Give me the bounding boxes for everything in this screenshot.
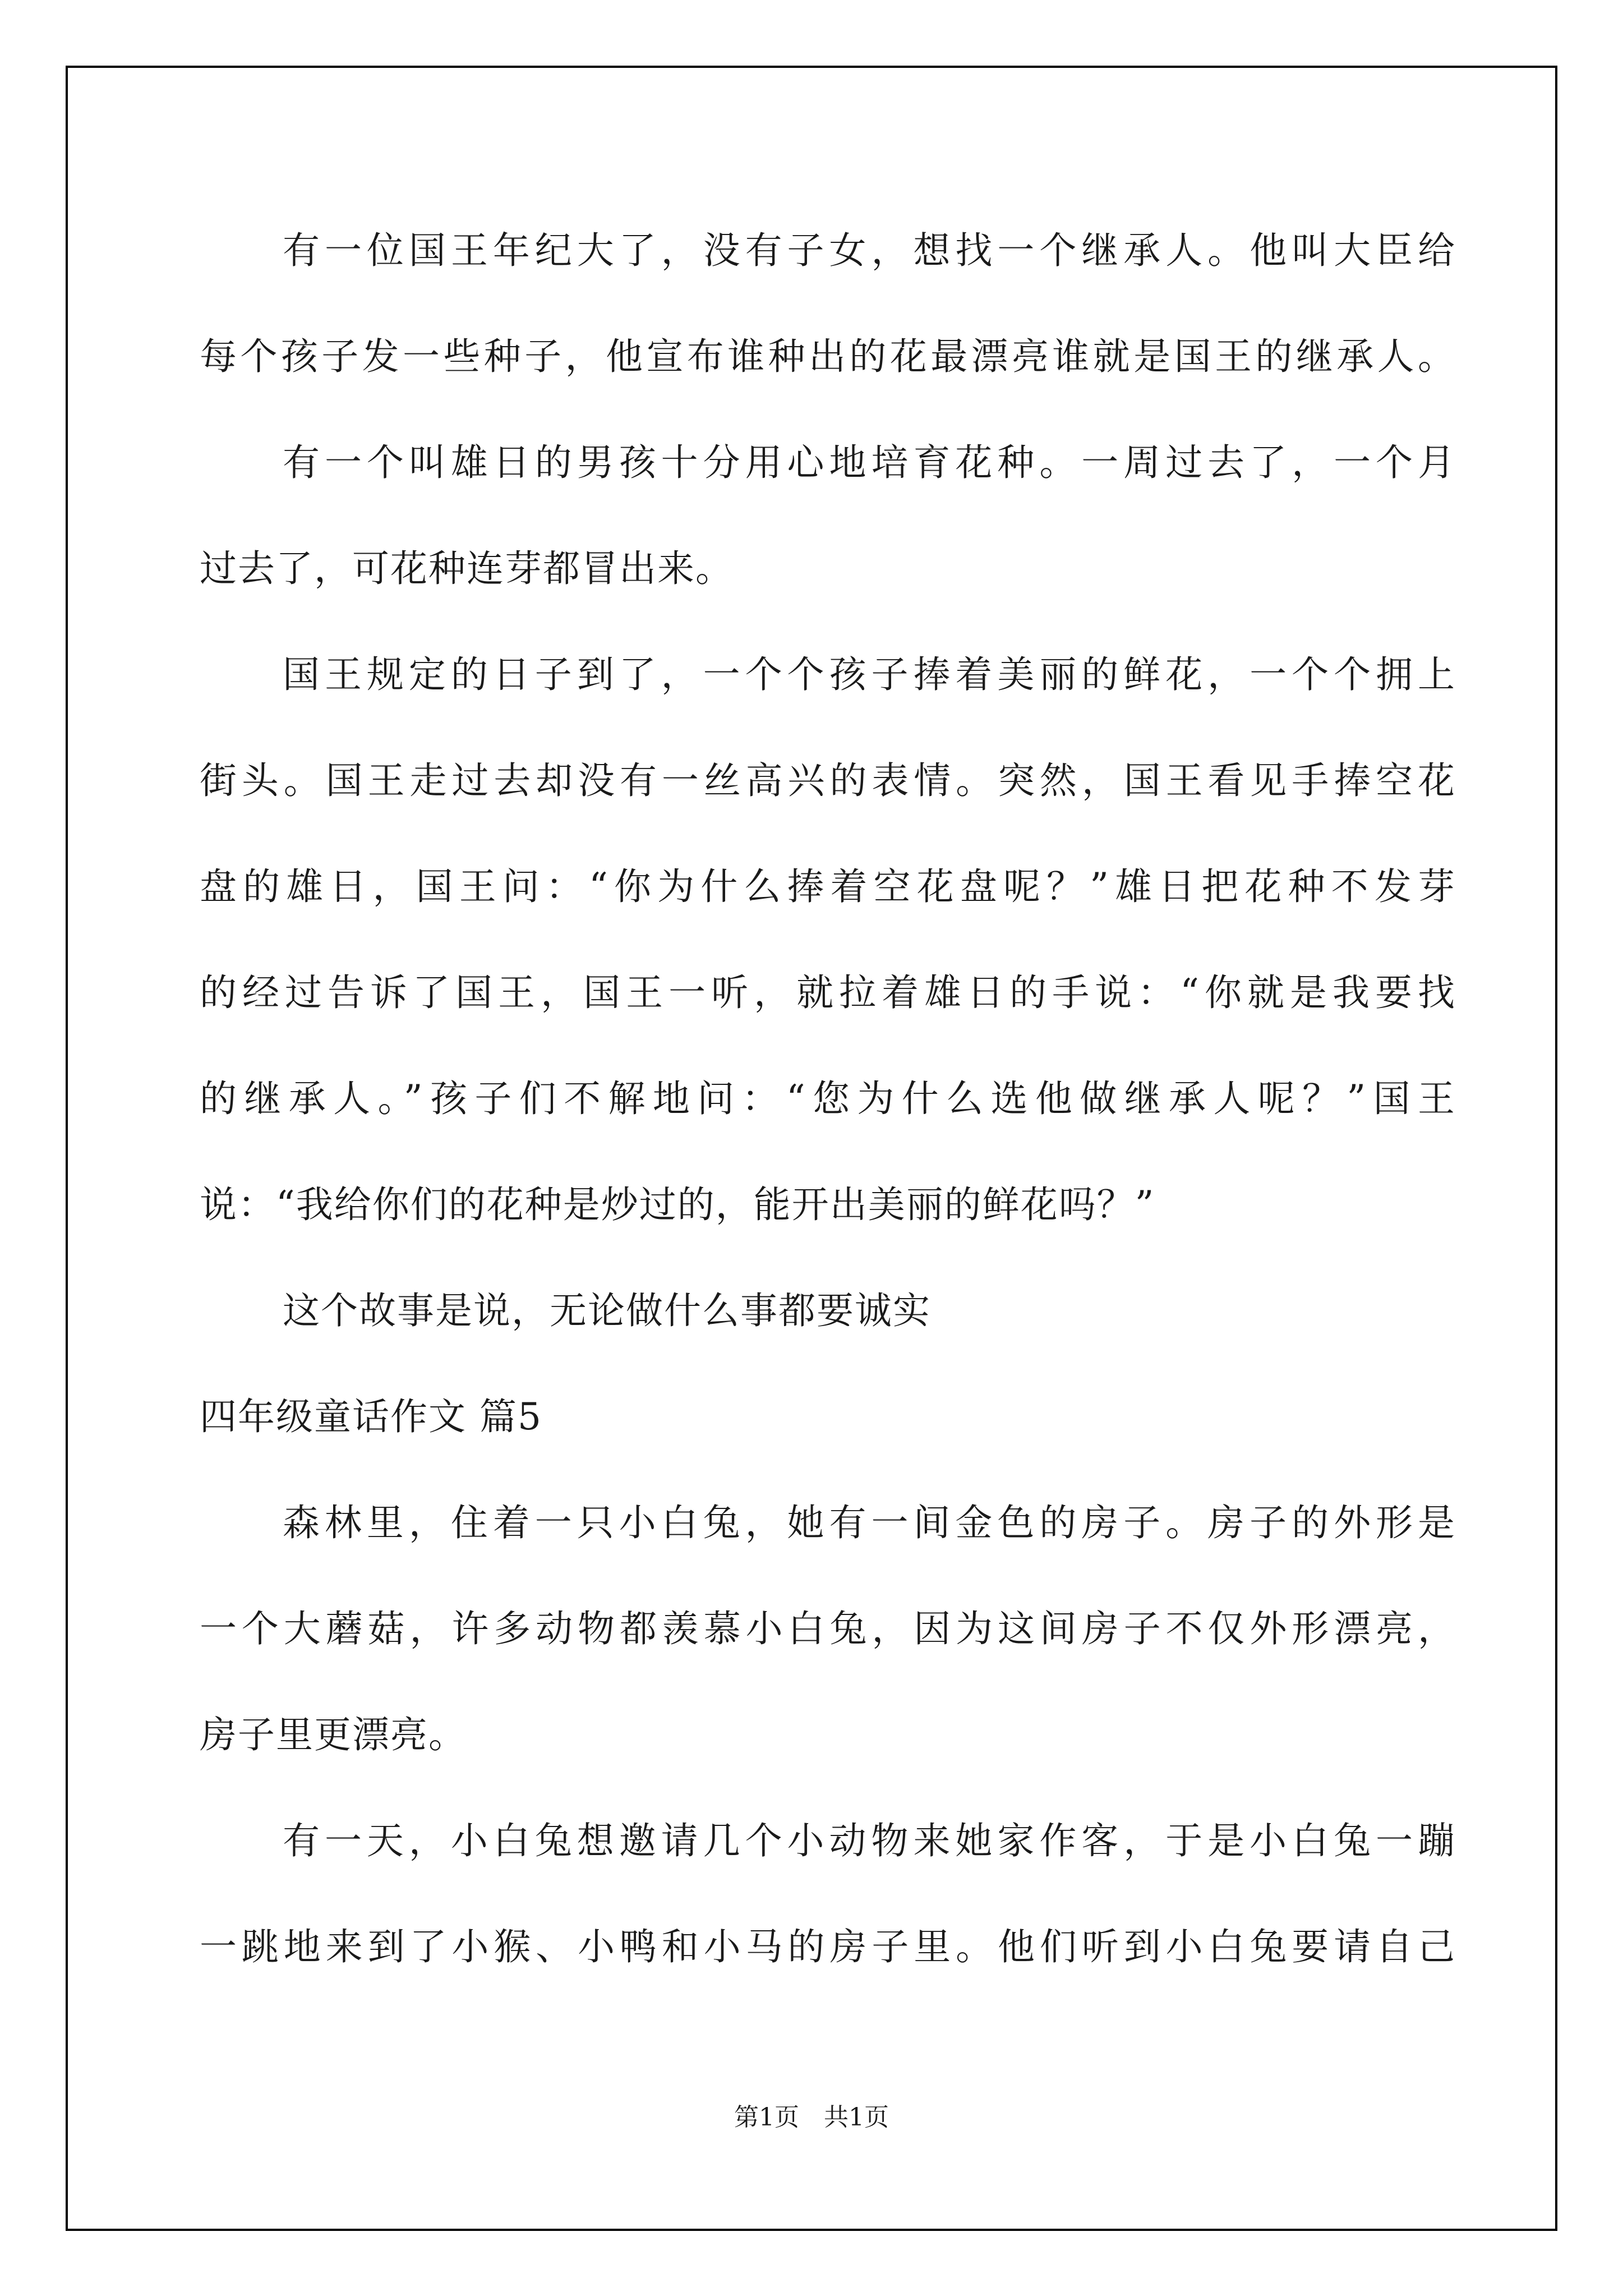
text-line: 每个孩子发一些种子，他宣布谁种出的花最漂亮谁就是国王的继承人。 xyxy=(200,335,1456,378)
text-line: 一个大蘑菇，许多动物都羡慕小白兔，因为这间房子不仅外形漂亮， xyxy=(200,1607,1456,1650)
text-line: 的经过告诉了国王，国王一听，就拉着雄日的手说：“你就是我要找 xyxy=(200,971,1456,1014)
text-line: 街头。国王走过去却没有一丝高兴的表情。突然，国王看见手捧空花 xyxy=(200,759,1456,802)
text-line: 过去了，可花种连芽都冒出来。 xyxy=(200,547,734,590)
text-line: 有一位国王年纪大了，没有子女，想找一个继承人。他叫大臣给 xyxy=(283,229,1456,272)
text-line: 盘的雄日，国王问：“你为什么捧着空花盘呢？”雄日把花种不发芽 xyxy=(200,865,1456,908)
page-border xyxy=(66,66,1557,2231)
page-number: 第1页 共1页 xyxy=(734,2103,889,2132)
text-line: 这个故事是说，无论做什么事都要诚实 xyxy=(283,1289,931,1332)
text-line: 有一个叫雄日的男孩十分用心地培育花种。一周过去了，一个月 xyxy=(283,441,1456,484)
text-line: 国王规定的日子到了，一个个孩子捧着美丽的鲜花，一个个拥上 xyxy=(283,653,1456,696)
text-line: 说：“我给你们的花种是炒过的，能开出美丽的鲜花吗？” xyxy=(200,1183,1155,1226)
text-line: 森林里，住着一只小白兔，她有一间金色的房子。房子的外形是 xyxy=(283,1501,1456,1544)
text-line: 一跳地来到了小猴、小鸭和小马的房子里。他们听到小白兔要请自己 xyxy=(200,1925,1456,1968)
text-line: 有一天，小白兔想邀请几个小动物来她家作客，于是小白兔一蹦 xyxy=(283,1819,1456,1862)
text-line: 房子里更漂亮。 xyxy=(200,1713,467,1756)
text-line: 的继承人。”孩子们不解地问：“您为什么选他做继承人呢？”国王 xyxy=(200,1077,1456,1120)
section-heading: 四年级童话作文 篇5 xyxy=(200,1395,542,1438)
